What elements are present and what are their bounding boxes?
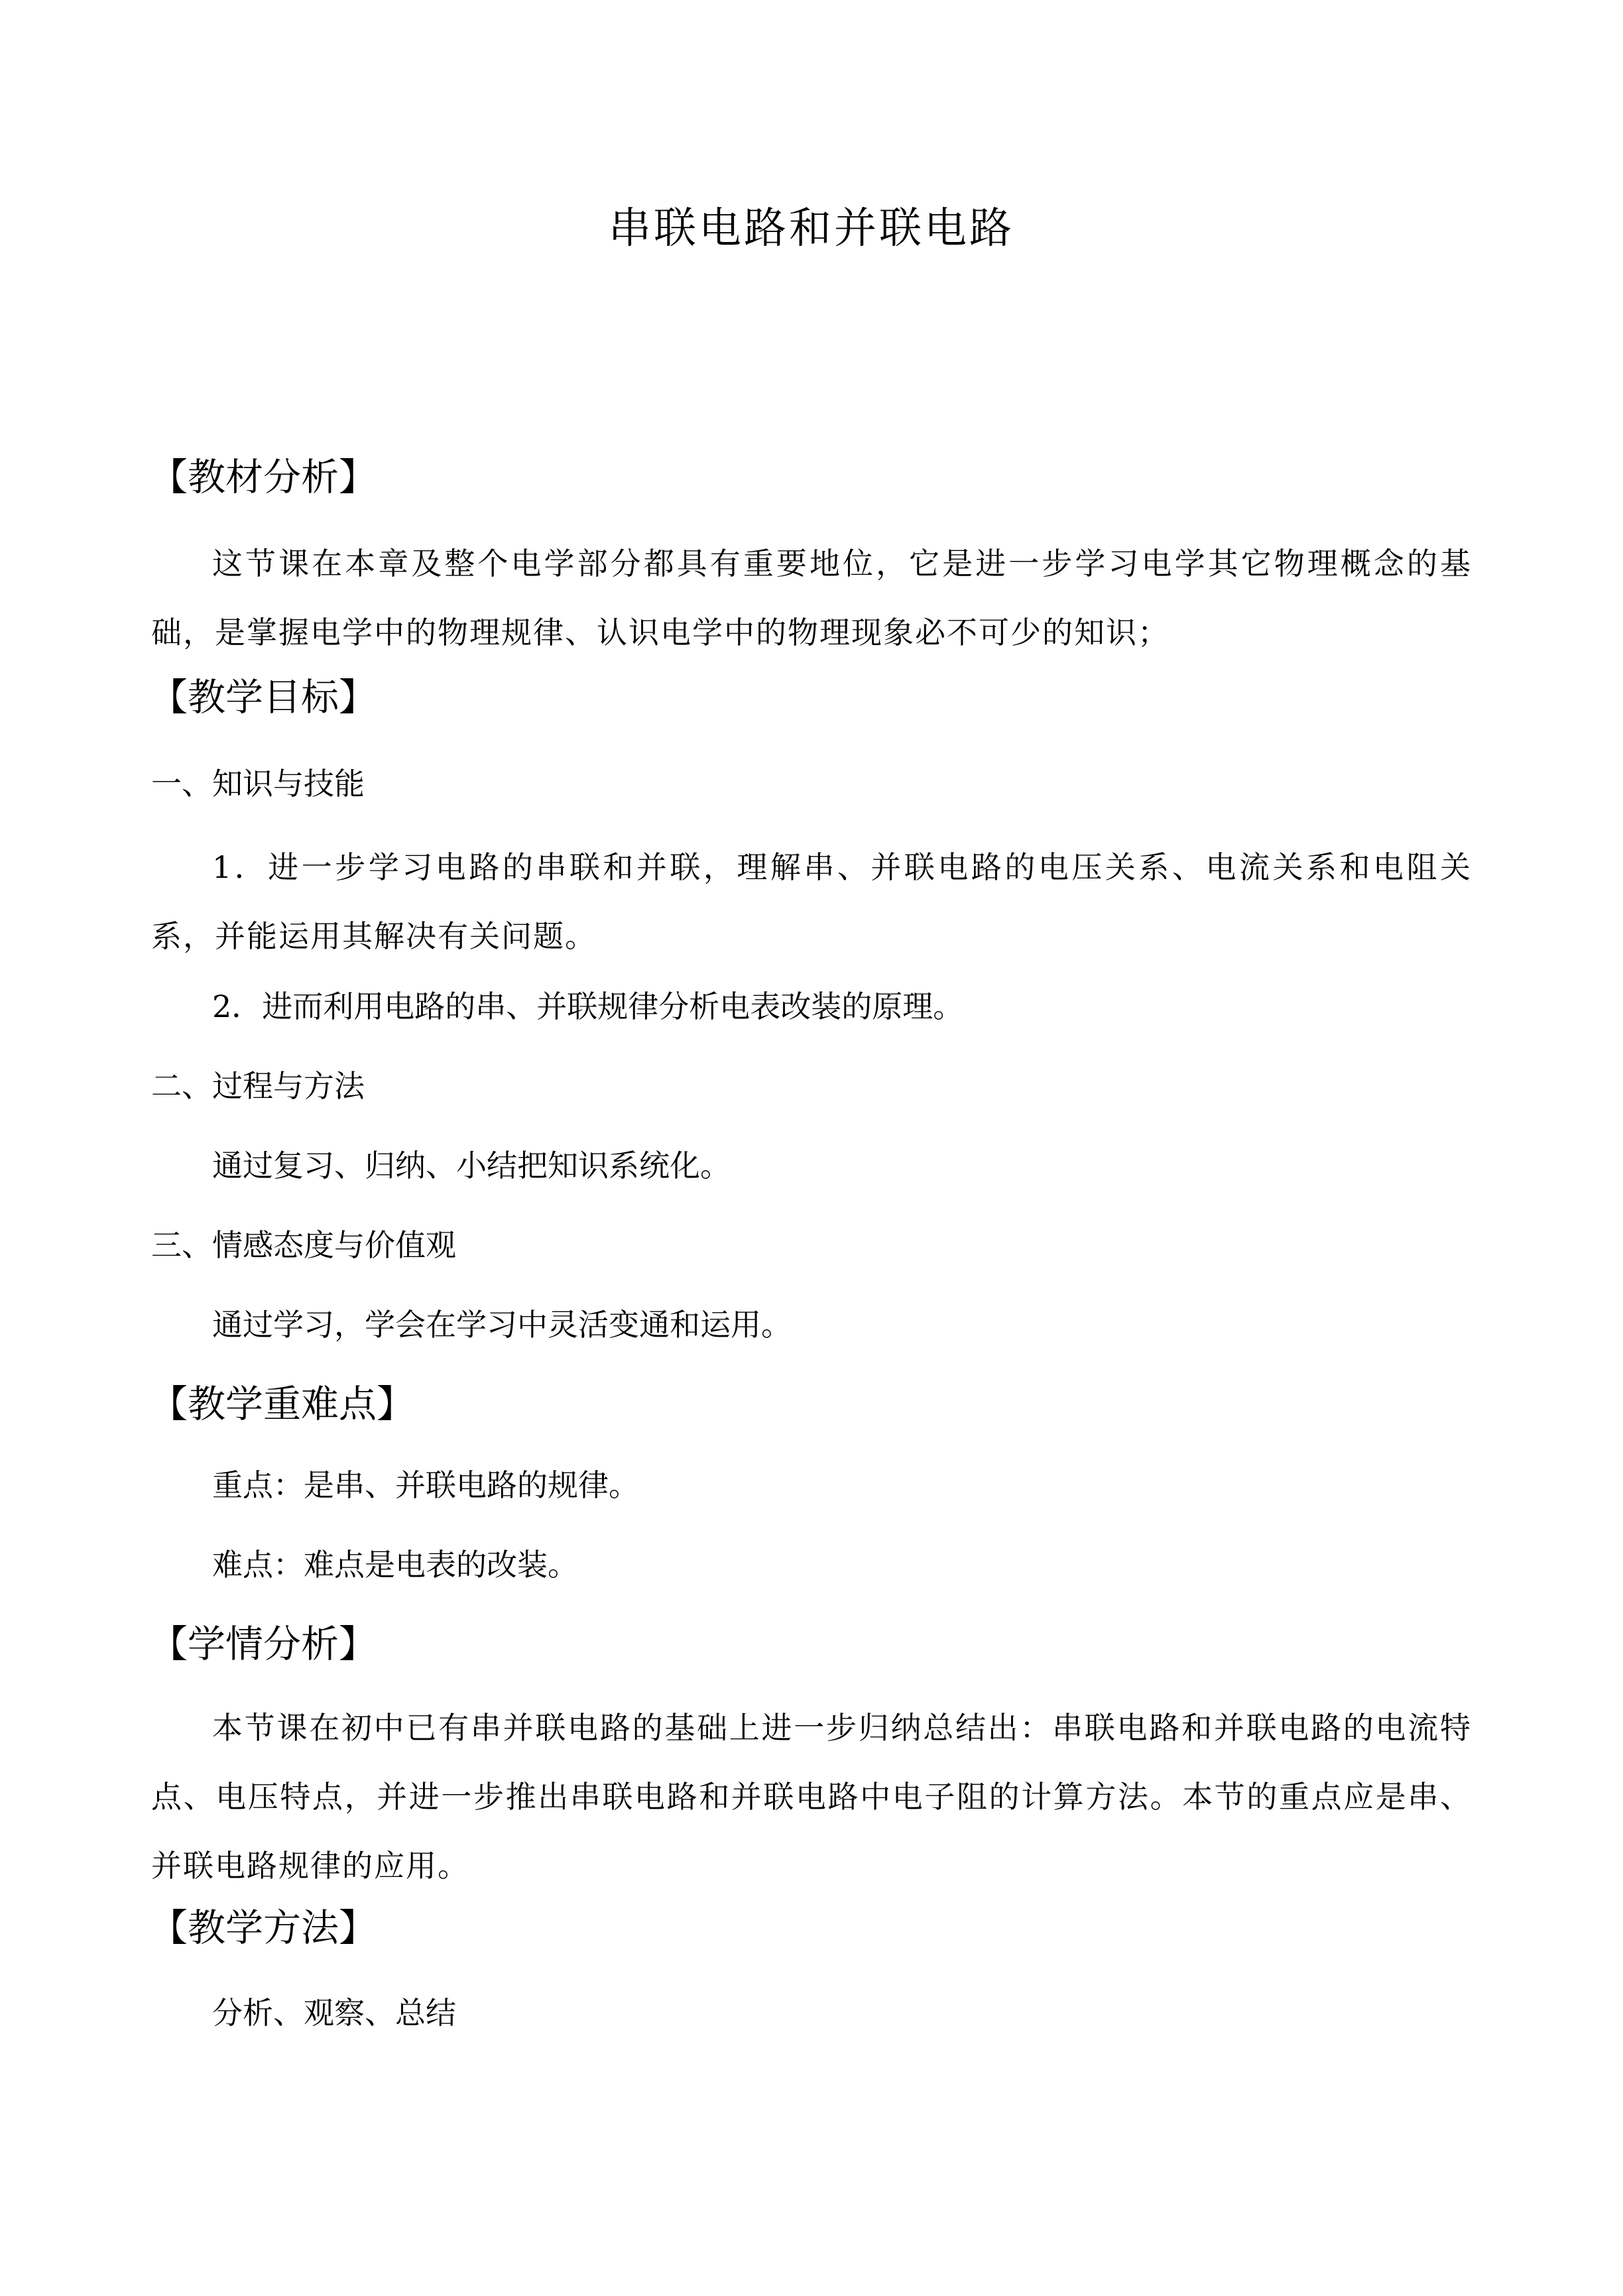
- section-heading-teaching-methods: 【教学方法】: [150, 1906, 377, 1950]
- student-analysis-paragraph: 本节课在初中已有串并联电路的基础上进一步归纳总结出：串联电路和并联电路的电流特点、电压特点，并进一步推出串联电路和并联电路中电子阻的计算方法。本节的重点应是串、并联电路规律的应用。: [151, 1710, 1472, 1884]
- difficult-point-text: 难点：难点是电表的改装。: [212, 1547, 578, 1583]
- section-heading-key-difficult: 【教学重难点】: [150, 1382, 414, 1426]
- objective-item-1: 1．进一步学习电路的串联和并联，理解串、并联电路的电压关系、电流关系和电阻关系，并能运用其解决有关问题。: [151, 849, 1472, 954]
- subheading-emotion-values: 三、情感态度与价值观: [151, 1227, 456, 1263]
- section-heading-student-analysis: 【学情分析】: [150, 1622, 377, 1666]
- document-title: 串联电路和并联电路: [609, 204, 1014, 253]
- objective-item-2: 2．进而利用电路的串、并联规律分析电表改装的原理。: [212, 989, 964, 1024]
- textbook-analysis-paragraph: 这节课在本章及整个电学部分都具有重要地位，它是进一步学习电学其它物理概念的基础，是掌握电学中的物理规律、认识电学中的物理现象必不可少的知识；: [151, 546, 1472, 650]
- section-heading-textbook-analysis: 【教材分析】: [150, 455, 377, 499]
- section-heading-teaching-objectives: 【教学目标】: [150, 676, 377, 719]
- emotion-values-text: 通过学习，学会在学习中灵活变通和运用。: [212, 1307, 792, 1343]
- teaching-methods-text: 分析、观察、总结: [212, 1995, 456, 2031]
- subheading-knowledge-skills: 一、知识与技能: [151, 766, 365, 802]
- process-methods-text: 通过复习、归纳、小结把知识系统化。: [212, 1148, 731, 1183]
- key-point-text: 重点：是串、并联电路的规律。: [212, 1467, 639, 1503]
- subheading-process-methods: 二、过程与方法: [151, 1068, 365, 1104]
